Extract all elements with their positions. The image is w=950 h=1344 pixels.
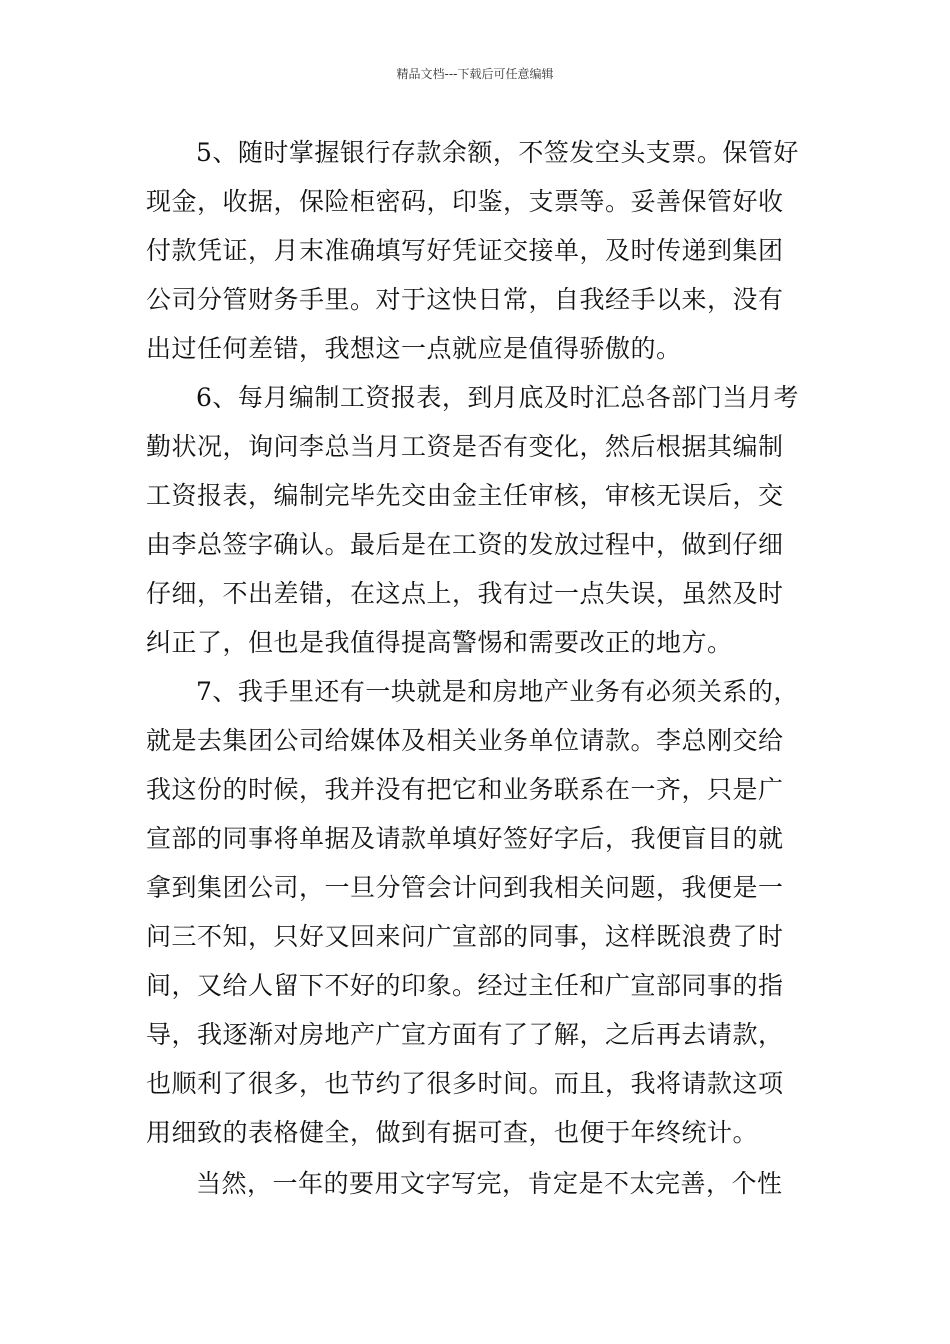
page-header: 精品文档---下载后可任意编辑 [396,67,554,81]
text-line: 7、我手里还有一块就是和房地产业务有必须关系的， [196,677,799,706]
text-line: 付款凭证，月末准确填写好凭证交接单，及时传递到集团 [146,236,784,265]
text-line: 仔细，不出差错，在这点上，我有过一点失误，虽然及时 [146,579,784,608]
text-line: 5、随时掌握银行存款余额，不签发空头支票。保管好 [196,138,799,167]
paragraph-item-5 [146,128,806,373]
paragraph-item-6 [146,373,806,667]
text-line: 纠正了，但也是我值得提高警惕和需要改正的地方。 [146,628,733,657]
text-line: 用细致的表格健全，做到有据可查，也便于年终统计。 [146,1118,759,1147]
text-line: 我这份的时候，我并没有把它和业务联系在一齐，只是广 [146,775,784,804]
text-line: 工资报表，编制完毕先交由金主任审核，审核无误后，交 [146,481,784,510]
text-line: 公司分管财务手里。对于这快日常，自我经手以来，没有 [146,285,784,314]
document-body [146,128,806,1208]
text-line: 间，又给人留下不好的印象。经过主任和广宣部同事的指 [146,971,784,1000]
text-line: 由李总签字确认。最后是在工资的发放过程中，做到仔细 [146,530,784,559]
text-line: 也顺利了很多，也节约了很多时间。而且，我将请款这项 [146,1069,784,1098]
text-line: 就是去集团公司给媒体及相关业务单位请款。李总刚交给 [146,726,784,755]
text-line: 勤状况，询问李总当月工资是否有变化，然后根据其编制 [146,432,784,461]
text-line: 现金，收据，保险柜密码，印鉴，支票等。妥善保管好收 [146,187,784,216]
text-line: 拿到集团公司，一旦分管会计问到我相关问题，我便是一 [146,873,784,902]
text-line: 当然，一年的要用文字写完，肯定是不太完善，个性 [196,1169,783,1198]
paragraph-closing [146,1159,806,1208]
text-line: 6、每月编制工资报表，到月底及时汇总各部门当月考 [196,383,799,412]
text-line: 出过任何差错，我想这一点就应是值得骄傲的。 [146,334,682,363]
text-line: 导，我逐渐对房地产广宣方面有了了解，之后再去请款， [146,1020,784,1049]
paragraph-item-7 [146,667,806,1157]
text-line: 问三不知，只好又回来问广宣部的同事，这样既浪费了时 [146,922,784,951]
text-line: 宣部的同事将单据及请款单填好签好字后，我便盲目的就 [146,824,784,853]
